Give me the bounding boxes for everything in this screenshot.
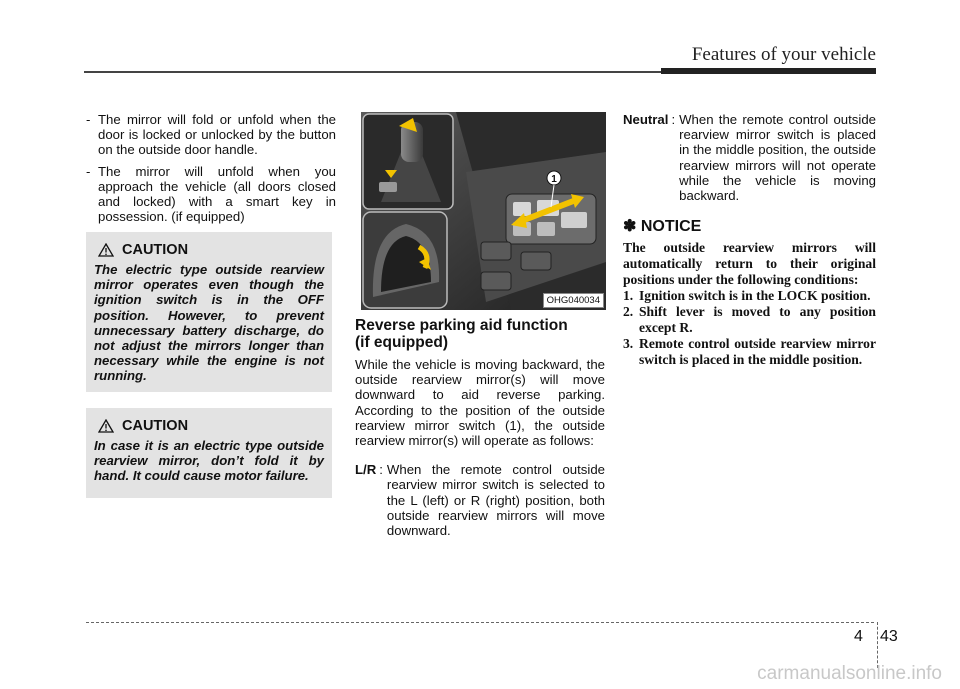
footer-divider [877, 622, 878, 668]
list-text: Shift lever is moved to any position except R. [639, 304, 876, 336]
header-rule-accent [661, 68, 876, 74]
left-column [86, 112, 336, 230]
callout-number: 1 [551, 174, 557, 185]
bullet-marker: - [86, 163, 91, 179]
footer-rule [86, 622, 874, 623]
middle-column [355, 112, 605, 542]
definition-item [355, 462, 605, 538]
bullet-text: The mirror will unfold when you approach the vehicle (all doors closed and locked) with a smart key in possession. (if equipped) [98, 163, 336, 225]
caution-box [86, 232, 332, 392]
definition-term: Neutral [623, 112, 669, 127]
list-item [86, 112, 336, 158]
caution-box [86, 408, 332, 498]
list-item [86, 164, 336, 225]
definition-desc: When the remote control outside rearview mirror switch is placed in the middle position, the outside rearview mirrors will not operate while the vehicle is moving backward. [679, 112, 876, 204]
list-text: Ignition switch is in the LOCK position. [639, 288, 871, 304]
right-column [623, 112, 876, 368]
warning-triangle-icon [98, 243, 114, 257]
definition-colon: : [671, 112, 676, 127]
figure-code: OHG040034 [543, 293, 604, 308]
caution-title: CAUTION [122, 242, 189, 258]
caution-body: The electric type outside rearview mirror operates even though the ignition switch is in the OFF position. However, to prevent unnecessary battery discharge, do not adjust the mirrors longer than necessary while the engine is not running. [94, 262, 324, 384]
bullet-marker: - [86, 112, 91, 127]
definition-desc: When the remote control outside rearview mirror switch is selected to the L (left) or R (right) position, both outside rearview mirrors will move downward. [386, 462, 605, 539]
list-item [623, 288, 876, 304]
definition-colon: : [379, 462, 383, 478]
definition-item [623, 112, 876, 203]
watermark: carmanualsonline.info [757, 663, 942, 684]
list-text: Remote control outside rearview mirror switch is placed in the middle position. [639, 336, 876, 368]
section-title [355, 317, 605, 351]
section-title-line: Reverse parking aid function [355, 317, 568, 334]
caution-title: CAUTION [122, 418, 189, 434]
section-title-line: (if equipped) [355, 334, 448, 351]
notice-body [623, 240, 876, 368]
section-paragraph: While the vehicle is moving backward, the outside rearview mirror(s) will move downward to aid reverse parking. According to the position of the outside rearview mirror switch (1), the outside rearview mirror(s) will operate as follows: [355, 357, 605, 449]
page-header-title: Features of your vehicle [691, 44, 876, 65]
list-item [623, 336, 876, 368]
list-number: 2. [623, 304, 634, 320]
bullet-text: The mirror will fold or unfold when the door is locked or unlocked by the button on the outside door handle. [98, 112, 336, 158]
chapter-number: 4 [854, 628, 863, 645]
notice-title: ✽ NOTICE [623, 218, 702, 236]
page-number: 43 [880, 628, 898, 645]
list-number: 3. [623, 336, 634, 352]
list-number: 1. [623, 288, 634, 304]
list-item [623, 304, 876, 336]
caution-body: In case it is an electric type outside rearview mirror, don’t fold it by hand. It could cause motor failure. [94, 438, 324, 484]
warning-triangle-icon [98, 419, 114, 433]
definition-term: L/R [355, 462, 377, 478]
notice-intro: The outside rearview mirrors will automatically return to their original positions under the following conditions: [623, 240, 876, 288]
